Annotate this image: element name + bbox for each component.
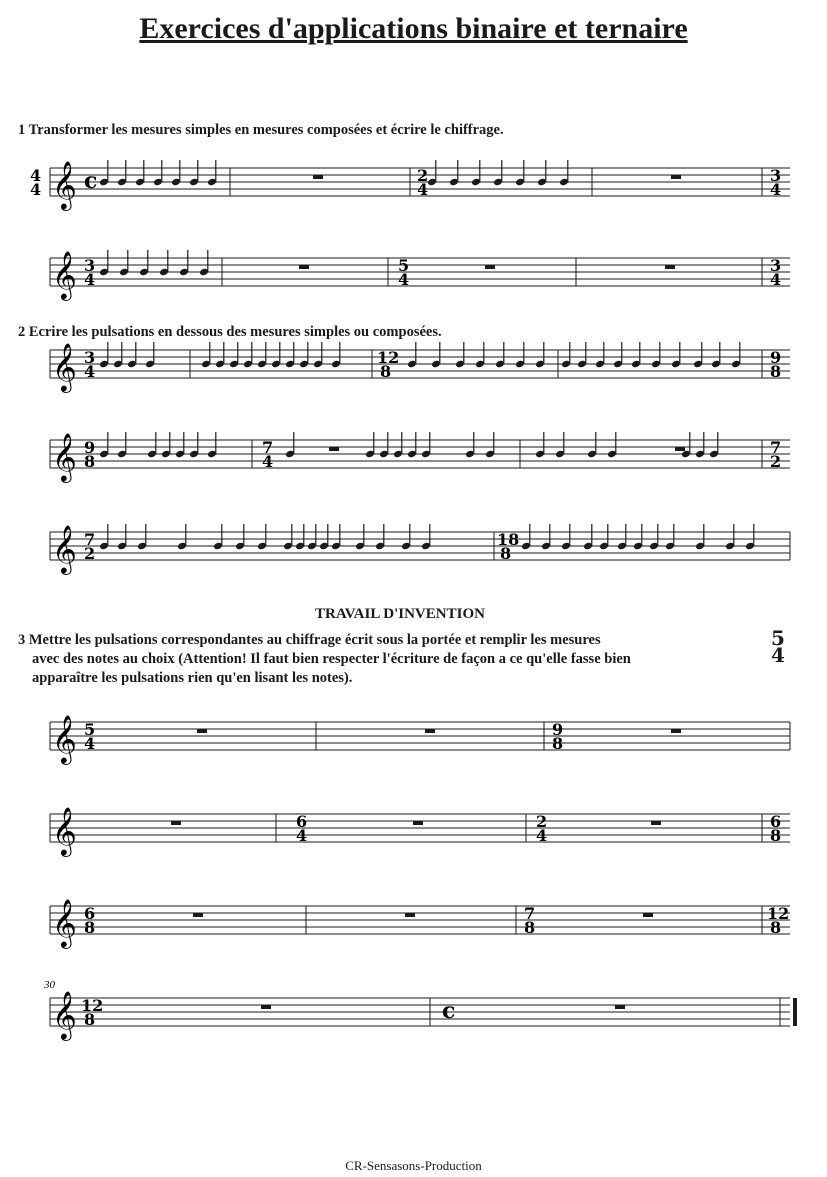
- whole-rest-icon: [329, 447, 339, 451]
- whole-rest-icon: [671, 175, 681, 179]
- outer-time-signature-denominator: 4: [30, 180, 42, 199]
- treble-clef-icon: 𝄞: [52, 250, 77, 299]
- whole-rest-icon: [405, 913, 415, 917]
- time-signature-denominator: 2: [84, 544, 96, 563]
- whole-rest-icon: [671, 729, 681, 733]
- time-signature-numerator: 7: [262, 438, 274, 457]
- staff-7: [50, 806, 790, 857]
- whole-rest-icon: [193, 913, 203, 917]
- end-time-signature-denominator: 2: [770, 452, 782, 471]
- time-signature-denominator: 4: [84, 734, 96, 753]
- time-signature-denominator: 4: [536, 826, 548, 845]
- staves-layer: [30, 160, 797, 1041]
- treble-clef-icon: 𝄞: [52, 714, 77, 763]
- time-signature-numerator: 5: [84, 720, 96, 739]
- time-signature-denominator: 4: [262, 452, 274, 471]
- staff-8: [50, 898, 790, 949]
- end-time-signature-denominator: 8: [770, 362, 782, 381]
- staff-2: [50, 250, 790, 301]
- whole-rest-icon: [675, 447, 685, 451]
- time-signature-numerator: 12: [81, 996, 104, 1015]
- treble-clef-icon: 𝄞: [52, 806, 77, 855]
- end-time-signature-numerator: 12: [767, 904, 790, 923]
- section-title: TRAVAIL D'INVENTION: [315, 606, 485, 622]
- treble-clef-icon: 𝄞: [52, 990, 77, 1039]
- time-signature-numerator: 3: [84, 348, 96, 367]
- staff-9: [50, 990, 797, 1041]
- whole-rest-icon: [413, 821, 423, 825]
- time-signature-numerator: 6: [296, 812, 308, 831]
- final-bar-line: [793, 998, 797, 1026]
- time-signature-denominator: 4: [417, 180, 429, 199]
- exercise-2-instruction: 2 Ecrire les pulsations en dessous des mesures simples ou composées.: [18, 324, 442, 340]
- time-signature-numerator: 3: [84, 256, 96, 275]
- treble-clef-icon: 𝄞: [52, 342, 77, 391]
- whole-rest-icon: [425, 729, 435, 733]
- time-signature-numerator: 18: [497, 530, 520, 549]
- time-signature-numerator: 2: [417, 166, 429, 185]
- side-ts-bottom: 4: [771, 643, 785, 667]
- whole-rest-icon: [171, 821, 181, 825]
- time-signature-numerator: 7: [84, 530, 96, 549]
- time-signature-denominator: 4: [84, 362, 96, 381]
- whole-rest-icon: [615, 1005, 625, 1009]
- end-time-signature-numerator: 9: [770, 348, 782, 367]
- time-signature-common-time: c: [442, 998, 456, 1024]
- staff-5: [50, 524, 790, 575]
- whole-rest-icon: [261, 1005, 271, 1009]
- treble-clef-icon: 𝄞: [52, 524, 77, 573]
- time-signature-denominator: 4: [84, 270, 96, 289]
- time-signature-numerator: 9: [84, 438, 96, 457]
- measure-number: 30: [44, 979, 55, 991]
- whole-rest-icon: [299, 265, 309, 269]
- end-time-signature-denominator: 4: [770, 180, 782, 199]
- end-time-signature-denominator: 4: [770, 270, 782, 289]
- staff-6: [50, 714, 790, 765]
- whole-rest-icon: [197, 729, 207, 733]
- time-signature-denominator: 8: [380, 362, 392, 381]
- whole-rest-icon: [665, 265, 675, 269]
- side-ts-top: 5: [771, 626, 785, 650]
- end-time-signature-numerator: 3: [770, 166, 782, 185]
- treble-clef-icon: 𝄞: [52, 432, 77, 481]
- time-signature-denominator: 8: [552, 734, 564, 753]
- footer-credit: CR-Sensasons-Production: [345, 1158, 482, 1173]
- end-time-signature-numerator: 7: [770, 438, 782, 457]
- time-signature-numerator: 2: [536, 812, 548, 831]
- exercise-3-instruction-line-1: 3 Mettre les pulsations correspondantes au chiffrage écrit sous la portée et remplir les mesures: [18, 632, 601, 648]
- time-signature-numerator: 7: [524, 904, 536, 923]
- time-signature-numerator: 5: [398, 256, 410, 275]
- time-signature-numerator: 9: [552, 720, 564, 739]
- time-signature-numerator: 6: [84, 904, 96, 923]
- end-time-signature-numerator: 3: [770, 256, 782, 275]
- whole-rest-icon: [485, 265, 495, 269]
- treble-clef-icon: 𝄞: [52, 160, 77, 209]
- end-time-signature-denominator: 8: [770, 918, 782, 937]
- staff-3: [50, 342, 790, 393]
- time-signature-denominator: 4: [296, 826, 308, 845]
- staff-1: [30, 160, 790, 211]
- staff-4: [50, 432, 790, 483]
- time-signature-numerator: 12: [377, 348, 400, 367]
- time-signature-common-time: c: [84, 168, 98, 194]
- end-time-signature-numerator: 6: [770, 812, 782, 831]
- exercise-3-instruction-line-2: avec des notes au choix (Attention! Il faut bien respecter l'écriture de façon a ce qu'elle fasse bien: [32, 651, 631, 667]
- end-time-signature-denominator: 8: [770, 826, 782, 845]
- treble-clef-icon: 𝄞: [52, 898, 77, 947]
- exercise-3-instruction-line-3: apparaître les pulsations rien qu'en lisant les notes).: [32, 670, 353, 686]
- page-title: Exercices d'applications binaire et ternaire: [139, 12, 688, 45]
- outer-time-signature-numerator: 4: [30, 166, 42, 185]
- time-signature-denominator: 8: [524, 918, 536, 937]
- time-signature-denominator: 8: [84, 918, 96, 937]
- time-signature-denominator: 8: [84, 1010, 96, 1029]
- whole-rest-icon: [651, 821, 661, 825]
- time-signature-denominator: 8: [500, 544, 512, 563]
- whole-rest-icon: [313, 175, 323, 179]
- exercise-1-instruction: 1 Transformer les mesures simples en mesures composées et écrire le chiffrage.: [18, 122, 504, 138]
- whole-rest-icon: [643, 913, 653, 917]
- time-signature-denominator: 8: [84, 452, 96, 471]
- time-signature-denominator: 4: [398, 270, 410, 289]
